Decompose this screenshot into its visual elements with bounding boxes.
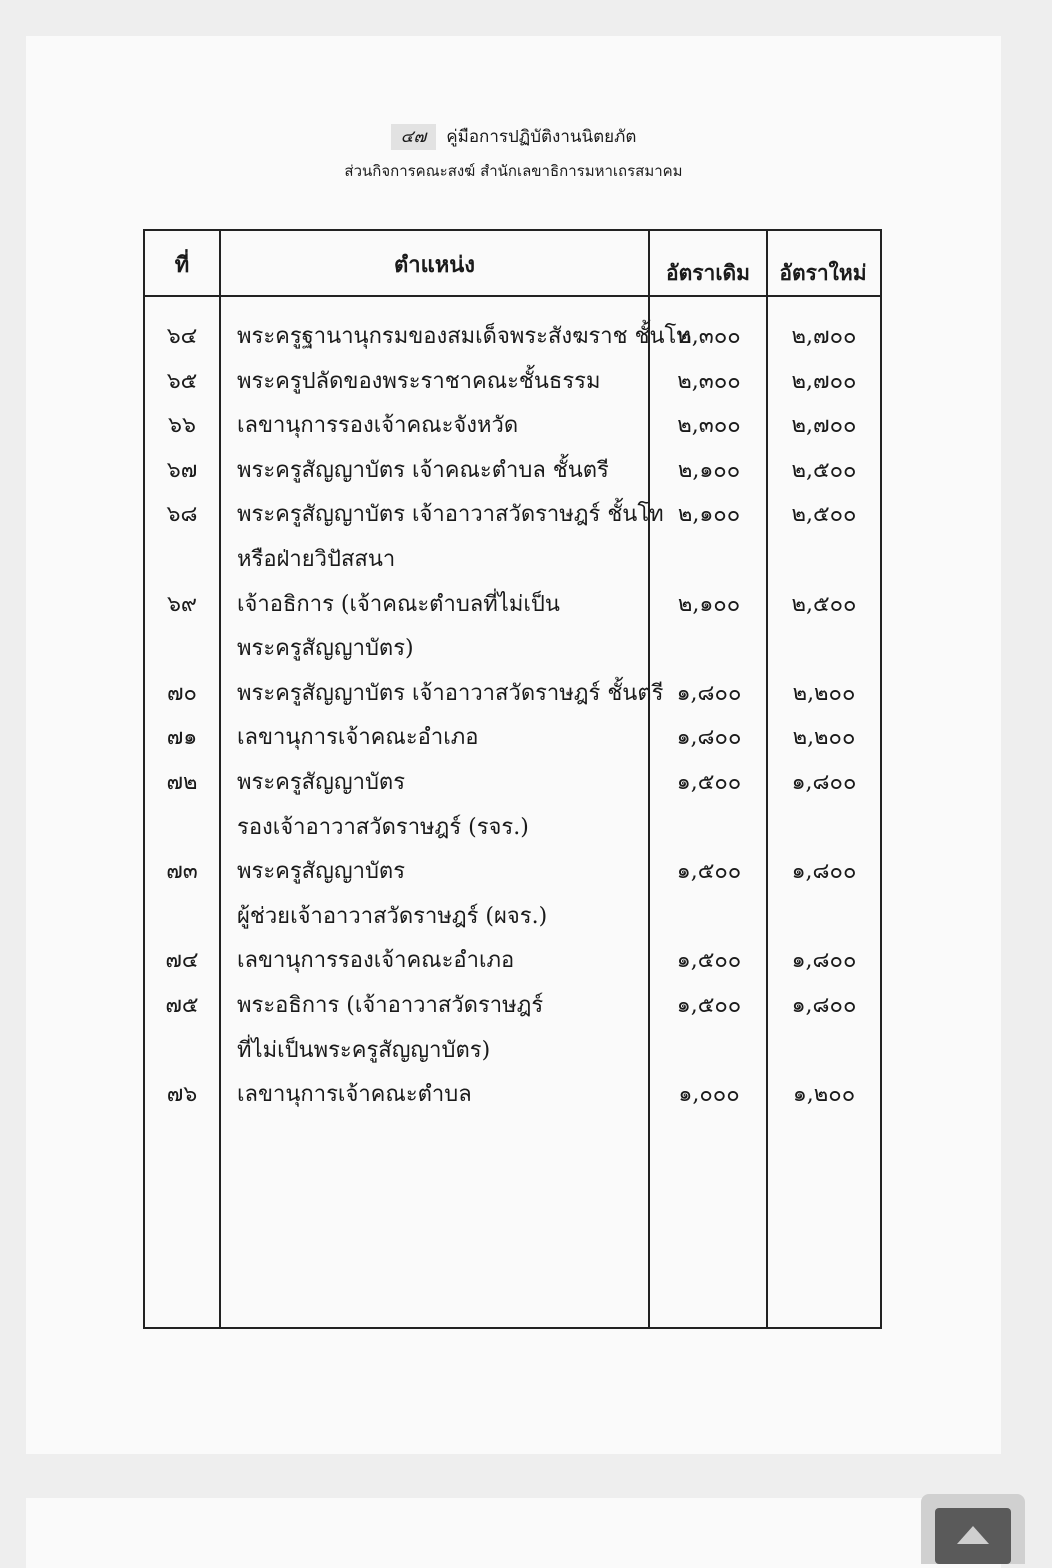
header-line	[26, 124, 1001, 150]
position-line: พระครูสัญญาบัตร)	[237, 636, 414, 662]
table-row	[145, 672, 880, 717]
row-old-rate: ๑,๐๐๐	[678, 1082, 740, 1108]
table-body	[145, 315, 880, 1118]
row-old-rate: ๒,๑๐๐	[677, 457, 741, 483]
row-old-rate: ๒,๑๐๐	[677, 502, 741, 528]
table-row	[145, 984, 880, 1073]
table-row	[145, 493, 880, 582]
position-line: พระครูสัญญาบัตร	[237, 859, 406, 885]
document-page	[26, 36, 1001, 1454]
position-line: พระอธิการ (เจ้าอาวาสวัดราษฎร์	[237, 992, 544, 1018]
row-new-rate: ๒,๕๐๐	[791, 457, 857, 483]
row-number: ๗๔	[165, 948, 199, 974]
header-position: ตำแหน่ง	[393, 252, 476, 278]
row-new-rate: ๒,๗๐๐	[791, 413, 857, 439]
row-new-rate: ๑,๘๐๐	[791, 992, 857, 1018]
row-position	[237, 449, 657, 494]
row-position	[237, 761, 657, 850]
row-number: ๗๐	[167, 680, 197, 706]
row-new-rate: ๒,๕๐๐	[791, 502, 857, 528]
row-position	[237, 315, 691, 360]
position-line: เลขานุการเจ้าคณะตำบล	[237, 1082, 472, 1108]
row-number: ๗๖	[166, 1082, 198, 1108]
row-position	[237, 1073, 657, 1118]
table-row	[145, 939, 880, 984]
row-position	[237, 404, 657, 449]
position-line: พระครูปลัดของพระราชาคณะชั้นธรรม	[237, 368, 601, 394]
triangle-up-icon	[957, 1526, 989, 1544]
table-row	[145, 1073, 880, 1118]
row-position	[237, 672, 664, 717]
row-new-rate: ๒,๒๐๐	[792, 680, 856, 706]
header-new-rate: อัตราใหม่	[779, 260, 867, 285]
row-new-rate: ๑,๘๐๐	[791, 948, 857, 974]
table-row	[145, 583, 880, 672]
row-number: ๗๑	[166, 725, 198, 751]
row-old-rate: ๒,๓๐๐	[677, 413, 741, 439]
row-old-rate: ๑,๘๐๐	[676, 725, 742, 751]
rates-table	[143, 229, 882, 1329]
position-line: พระครูสัญญาบัตร เจ้าคณะตำบล ชั้นตรี	[237, 457, 609, 483]
table-row	[145, 850, 880, 939]
table-row	[145, 761, 880, 850]
position-line: เลขานุการรองเจ้าคณะจังหวัด	[237, 413, 519, 439]
row-number: ๖๕	[166, 368, 198, 394]
row-position	[237, 360, 657, 405]
table-row	[145, 360, 880, 405]
table-row	[145, 449, 880, 494]
row-number: ๖๙	[166, 591, 198, 617]
scroll-to-top-inner[interactable]	[935, 1508, 1011, 1564]
scroll-to-top-button[interactable]	[921, 1494, 1025, 1564]
row-new-rate: ๒,๒๐๐	[792, 725, 856, 751]
header-divider	[145, 295, 880, 297]
row-old-rate: ๑,๕๐๐	[676, 992, 742, 1018]
document-title: คู่มือการปฏิบัติงานนิตยภัต	[446, 127, 637, 147]
position-line: เลขานุการรองเจ้าคณะอำเภอ	[237, 948, 515, 974]
row-position	[237, 583, 657, 672]
position-line: หรือฝ่ายวิปัสสนา	[237, 546, 396, 572]
position-line: พระครูสัญญาบัตร เจ้าอาวาสวัดราษฎร์ ชั้นตรี	[237, 680, 664, 706]
position-line: พระครูสัญญาบัตร เจ้าอาวาสวัดราษฎร์ ชั้นโท	[237, 502, 664, 528]
row-old-rate: ๑,๕๐๐	[676, 859, 742, 885]
position-line: รองเจ้าอาวาสวัดราษฎร์ (รจร.)	[237, 814, 529, 840]
row-number: ๖๗	[166, 457, 198, 483]
row-new-rate: ๒,๗๐๐	[791, 368, 857, 394]
row-new-rate: ๑,๘๐๐	[791, 769, 857, 795]
position-line: พระครูฐานานุกรมของสมเด็จพระสังฆราช ชั้นโท	[237, 324, 691, 349]
row-new-rate: ๒,๗๐๐	[791, 324, 857, 349]
row-number: ๗๕	[165, 992, 199, 1018]
position-line: ที่ไม่เป็นพระครูสัญญาบัตร)	[237, 1037, 491, 1063]
row-position	[237, 850, 657, 939]
table-row	[145, 716, 880, 761]
position-line: เจ้าอธิการ (เจ้าคณะตำบลที่ไม่เป็น	[237, 591, 560, 617]
row-number: ๖๖	[168, 413, 196, 439]
row-old-rate: ๒,๑๐๐	[677, 591, 741, 617]
row-old-rate: ๑,๕๐๐	[676, 948, 742, 974]
next-page	[26, 1498, 1001, 1568]
row-old-rate: ๑,๘๐๐	[676, 680, 742, 706]
row-new-rate: ๑,๒๐๐	[792, 1082, 856, 1108]
position-line: พระครูสัญญาบัตร	[237, 769, 406, 795]
row-new-rate: ๑,๘๐๐	[791, 859, 857, 885]
page-header	[26, 124, 1001, 182]
row-old-rate: ๒,๓๐๐	[677, 324, 741, 349]
row-number: ๗๒	[166, 769, 198, 795]
position-line: เลขานุการเจ้าคณะอำเภอ	[237, 725, 479, 751]
table-row	[145, 404, 880, 449]
row-old-rate: ๑,๕๐๐	[676, 769, 742, 795]
row-number: ๖๘	[166, 502, 198, 528]
table-row	[145, 315, 880, 360]
header-old-rate: อัตราเดิม	[666, 260, 750, 285]
header-no: ที่	[174, 252, 190, 278]
page-number: ๔๗	[391, 124, 437, 150]
row-position	[237, 493, 664, 582]
row-number: ๗๓	[166, 859, 198, 885]
position-line: ผู้ช่วยเจ้าอาวาสวัดราษฎร์ (ผจร.)	[237, 903, 548, 929]
row-position	[237, 939, 657, 984]
row-position	[237, 716, 657, 761]
row-position	[237, 984, 657, 1073]
document-subtitle: ส่วนกิจการคณะสงฆ์ สำนักเลขาธิการมหาเถรสมาคม	[344, 162, 683, 180]
row-old-rate: ๒,๓๐๐	[677, 368, 741, 394]
row-number: ๖๔	[166, 324, 198, 349]
row-new-rate: ๒,๕๐๐	[791, 591, 857, 617]
